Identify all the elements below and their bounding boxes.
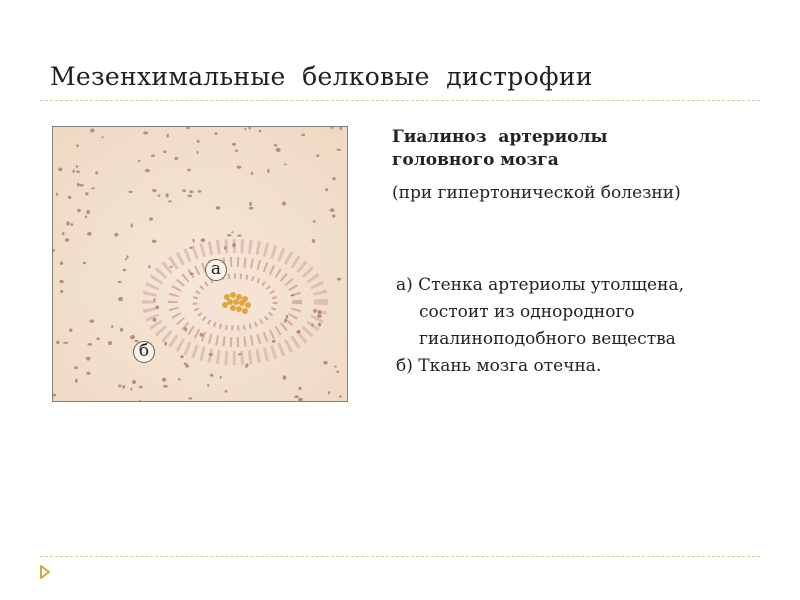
cell-nucleus: [166, 193, 169, 197]
cell-nucleus: [122, 385, 125, 389]
cell-nucleus: [163, 385, 168, 388]
cell-nucleus: [251, 172, 254, 175]
cell-nucleus: [337, 278, 341, 281]
cell-nucleus: [301, 134, 305, 137]
cell-nucleus: [184, 327, 187, 331]
cell-nucleus: [75, 379, 78, 383]
marker-b: б: [133, 341, 155, 363]
cell-nucleus: [76, 165, 78, 168]
cell-nucleus: [200, 333, 204, 337]
cell-nucleus: [284, 163, 287, 165]
cell-nucleus: [220, 376, 222, 379]
cell-nucleus: [153, 318, 157, 322]
cell-nucleus: [63, 342, 68, 344]
cell-nucleus: [259, 130, 261, 133]
marker-a: а: [205, 259, 227, 281]
cell-nucleus: [198, 190, 202, 192]
cell-nucleus: [167, 134, 169, 138]
cell-nucleus: [123, 269, 127, 272]
cell-nucleus: [128, 191, 132, 193]
cell-nucleus: [313, 309, 316, 313]
cell-nucleus: [62, 232, 65, 236]
cell-nucleus: [111, 325, 113, 328]
cell-nucleus: [164, 342, 167, 346]
cell-nucleus: [316, 154, 319, 157]
micrograph-illustration: [53, 127, 347, 401]
cell-nucleus: [201, 238, 206, 242]
cell-nucleus: [186, 127, 190, 129]
cell-nucleus: [149, 217, 153, 220]
cell-nucleus: [130, 335, 135, 339]
cell-nucleus: [225, 390, 228, 393]
cell-nucleus: [56, 341, 59, 345]
cell-nucleus: [114, 233, 118, 237]
cell-nucleus: [235, 150, 238, 152]
cell-nucleus: [131, 223, 133, 227]
cell-nucleus: [145, 169, 150, 172]
cell-nucleus: [174, 157, 178, 161]
cell-nucleus: [227, 234, 232, 236]
cell-nucleus: [339, 395, 342, 397]
bottom-divider: [40, 556, 760, 557]
cell-nucleus: [184, 363, 187, 365]
cell-nucleus: [152, 189, 156, 192]
desc-a-line-2: состоит из однородного: [419, 302, 635, 322]
cell-nucleus: [185, 364, 189, 367]
cell-nucleus: [294, 395, 298, 398]
cell-nucleus: [209, 353, 214, 355]
cell-nucleus: [102, 136, 104, 138]
cell-nucleus: [65, 238, 69, 242]
cell-nucleus: [56, 193, 58, 196]
cell-nucleus: [283, 375, 287, 379]
cell-nucleus: [126, 255, 128, 258]
cell-nucleus: [60, 290, 63, 293]
cell-nucleus: [60, 280, 64, 284]
cell-nucleus: [187, 169, 191, 172]
triangle-right-icon[interactable]: [40, 564, 50, 583]
cell-nucleus: [190, 273, 194, 275]
cell-nucleus: [328, 391, 330, 394]
cell-nucleus: [231, 231, 233, 233]
cell-nucleus: [297, 330, 301, 333]
cell-nucleus: [95, 171, 98, 174]
cell-nucleus: [334, 366, 337, 368]
cell-nucleus: [130, 388, 132, 391]
micrograph-image: [52, 126, 348, 402]
cell-nucleus: [274, 144, 277, 147]
cell-nucleus: [87, 343, 92, 346]
cell-nucleus: [318, 311, 321, 315]
cell-nucleus: [77, 183, 79, 187]
cell-nucleus: [60, 262, 63, 265]
cell-nucleus: [249, 202, 252, 206]
cell-nucleus: [178, 378, 181, 380]
top-divider: [40, 100, 760, 101]
cell-nucleus: [336, 371, 339, 373]
cell-nucleus: [337, 149, 342, 151]
cell-nucleus: [153, 298, 155, 301]
cell-nucleus: [125, 258, 127, 260]
cell-nucleus: [70, 223, 73, 226]
cell-nucleus: [158, 195, 161, 197]
cell-nucleus: [267, 169, 269, 173]
cell-nucleus: [182, 189, 186, 192]
cell-nucleus: [232, 143, 236, 146]
cell-nucleus: [180, 355, 183, 358]
cell-nucleus: [163, 151, 167, 154]
cell-nucleus: [286, 315, 288, 319]
cell-nucleus: [193, 239, 195, 243]
cell-nucleus: [282, 201, 286, 205]
cell-nucleus: [87, 210, 90, 214]
cell-nucleus: [152, 240, 157, 243]
cell-nucleus: [162, 378, 166, 382]
cell-nucleus: [330, 208, 335, 212]
cell-nucleus: [87, 232, 92, 236]
cell-nucleus: [73, 170, 75, 173]
cell-nucleus: [118, 281, 122, 283]
cell-nucleus: [108, 341, 112, 345]
description-list: [396, 272, 756, 380]
heading-line-1: Гиалиноз артериолы: [392, 127, 608, 147]
cell-nucleus: [132, 380, 136, 384]
cell-nucleus: [237, 166, 242, 169]
cell-nucleus: [143, 131, 148, 134]
cell-nucleus: [276, 148, 281, 152]
cell-nucleus: [244, 128, 246, 130]
cell-nucleus: [168, 200, 172, 202]
cell-nucleus: [79, 184, 84, 186]
cell-nucleus: [120, 328, 123, 332]
cell-nucleus: [237, 235, 242, 237]
cell-nucleus: [139, 386, 143, 388]
cell-nucleus: [76, 144, 79, 147]
cell-nucleus: [83, 262, 86, 265]
cell-nucleus: [69, 329, 72, 332]
cell-nucleus: [118, 297, 123, 301]
cell-nucleus: [311, 323, 313, 326]
slide-title: Мезенхимальные белковые дистрофии: [50, 62, 593, 91]
cell-nucleus: [77, 209, 80, 213]
cell-nucleus: [148, 265, 150, 268]
cell-nucleus: [272, 340, 276, 343]
cell-nucleus: [197, 151, 199, 154]
cell-nucleus: [86, 372, 90, 375]
cell-nucleus: [89, 320, 94, 323]
cell-nucleus: [317, 315, 322, 318]
cell-nucleus: [188, 397, 192, 399]
cell-nucleus: [189, 247, 192, 249]
cell-nucleus: [86, 357, 91, 361]
cell-nucleus: [85, 215, 87, 218]
cell-nucleus: [66, 221, 69, 225]
cell-nucleus: [232, 243, 235, 247]
cell-nucleus: [215, 132, 218, 135]
cell-nucleus: [207, 384, 209, 387]
cell-nucleus: [187, 195, 192, 198]
cell-nucleus: [284, 319, 287, 322]
cell-nucleus: [312, 239, 316, 243]
cell-nucleus: [313, 220, 316, 223]
cell-nucleus: [224, 246, 226, 250]
cell-nucleus: [68, 196, 72, 199]
desc-b-line-1: б) Ткань мозга отечна.: [396, 356, 602, 376]
cell-nucleus: [58, 168, 62, 172]
cell-nucleus: [299, 387, 302, 390]
cell-nucleus: [151, 155, 155, 157]
cell-nucleus: [155, 305, 159, 309]
cell-nucleus: [74, 366, 78, 369]
cell-nucleus: [138, 160, 140, 162]
cell-nucleus: [325, 188, 328, 191]
cell-nucleus: [91, 187, 94, 189]
cell-nucleus: [323, 361, 327, 365]
figure-subnote: (при гипертонической болезни): [392, 183, 681, 203]
cell-nucleus: [332, 214, 335, 217]
cell-nucleus: [90, 129, 94, 133]
cell-nucleus: [210, 374, 214, 377]
cell-nucleus: [318, 323, 321, 327]
cell-nucleus: [85, 192, 88, 195]
cell-nucleus: [118, 384, 121, 387]
heading-line-2: головного мозга: [392, 150, 559, 170]
cell-nucleus: [249, 207, 254, 210]
cell-nucleus: [291, 294, 295, 296]
cell-nucleus: [97, 337, 100, 340]
cell-nucleus: [238, 353, 241, 355]
cell-nucleus: [76, 170, 80, 173]
cell-nucleus: [332, 177, 335, 180]
desc-a-line-3: гиалиноподобного вещества: [419, 329, 676, 349]
figure-heading: [392, 126, 692, 172]
cell-nucleus: [216, 206, 221, 210]
cell-nucleus: [189, 190, 193, 193]
desc-a-line-1: а) Стенка артериолы утолщена,: [396, 275, 684, 295]
cell-nucleus: [197, 140, 200, 143]
cell-nucleus: [170, 266, 173, 268]
cell-nucleus: [245, 365, 248, 367]
